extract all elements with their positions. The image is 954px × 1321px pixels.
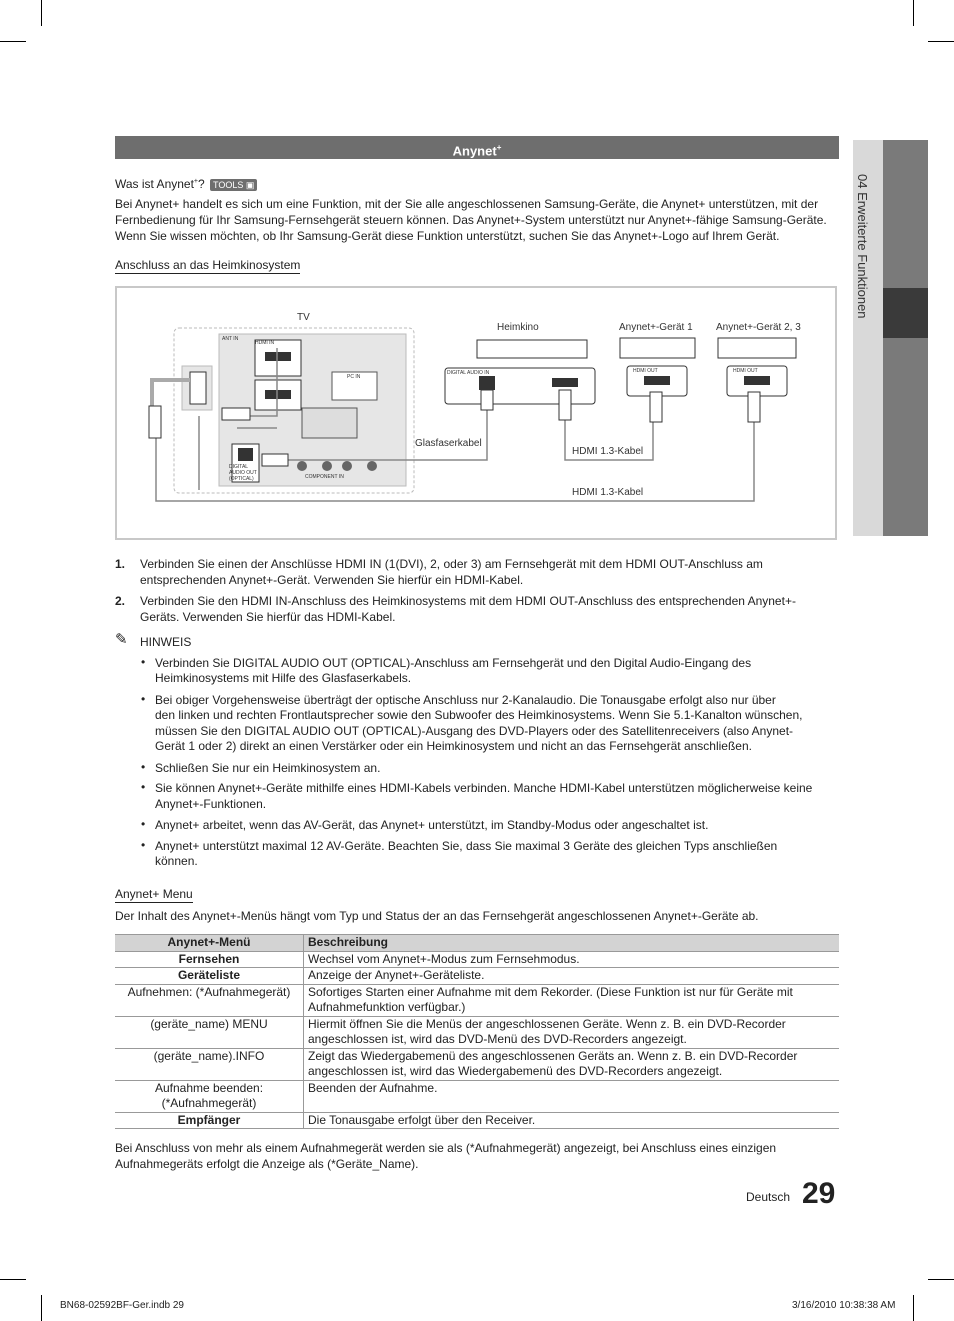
label-hdmi-cable-1: HDMI 1.3-Kabel [572, 446, 644, 457]
bullet: • [141, 780, 146, 794]
note-2-line-3: müssen Sie den DIGITAL AUDIO OUT (OPTICAL)-Ausgang des DVD-Players oder des Satellitenreceivers (also Anynet- [155, 724, 794, 738]
connection-heading [115, 258, 300, 274]
note-2-line-1: Bei obiger Vorgehensweise überträgt der optische Anschluss nur 2-Kanalaudio. Die Tonausgabe erfolgt also nur über [155, 693, 776, 707]
label-tv: TV [297, 312, 310, 323]
menu-heading-text: Anynet+ Menu [115, 887, 193, 901]
note-3-line-1: Schließen Sie nur ein Heimkinosystem an. [155, 761, 381, 775]
after-table-line-2: Aufnahmegeräts erfolgt die Anzeige als (*Geräte_Name). [115, 1157, 419, 1171]
label-port-digital-audio-in: DIGITAL AUDIO IN [447, 370, 490, 376]
tab-block [883, 338, 928, 536]
note-1-line-1: Verbinden Sie DIGITAL AUDIO OUT (OPTICAL)-Anschluss am Fernsehgerät und den Digital Audio-Eingang des [155, 656, 752, 670]
table-cell-menu: (geräte_name) MENU [115, 1016, 304, 1048]
component-jack [322, 461, 332, 471]
label-device-2-3: Anynet+-Gerät 2, 3 [716, 322, 801, 333]
anynet-menu-table [115, 934, 839, 1129]
intro-line-1: Bei Anynet+ handelt es sich um eine Funktion, mit der Sie alle angeschlossenen Samsung-Geräte, die Anynet+ unterstützen, mit der [115, 197, 819, 211]
chapter-label [855, 174, 881, 374]
component-jack [342, 461, 352, 471]
crop-mark [41, 1295, 42, 1321]
optical-socket [238, 448, 253, 461]
table-cell-description: Sofortiges Starten einer Aufnahme mit dem Rekorder. (Diese Funktion ist nur für Geräte mit Aufnahmefunktion verfügbar.) [304, 984, 840, 1016]
label-port-hdmi-in: HDMI IN [255, 340, 275, 346]
note-5-line-1: Anynet+ arbeitet, wenn das AV-Gerät, das Anynet+ unterstützt, im Standby-Modus oder angeschaltet ist. [155, 818, 709, 832]
crop-mark [928, 1279, 954, 1280]
table-cell-description: Hiermit öffnen Sie die Menüs der angeschlossenen Geräte. Wenn z. B. ein DVD-Recorder angeschlossen ist, wird das DVD-Menü des DVD-Recorders angezeigt. [304, 1016, 840, 1048]
bullet: • [141, 760, 146, 774]
bullet: • [141, 838, 146, 852]
tools-badge: TOOLS ▣ [210, 179, 257, 191]
table-cell-menu: Aufnehmen: (*Aufnahmegerät) [115, 984, 304, 1016]
bullet: • [141, 817, 146, 831]
hdmi-plug [559, 390, 571, 420]
label-port-digital-audio-out: DIGITAL AUDIO OUT (OPTICAL) [229, 464, 257, 482]
device-2-3 [718, 338, 796, 358]
note-6-line-2: können. [155, 854, 198, 868]
table-cell-menu: Geräteliste [115, 968, 304, 985]
hdmi-plug [748, 392, 760, 422]
component-jack [297, 461, 307, 471]
crop-mark [41, 0, 42, 26]
note-2-line-4: Gerät 1 oder 2) direkt an einen Verstärker oder ein Heimkinosystem und nicht an das Fernsehgerät anschließen. [155, 739, 752, 753]
connection-diagram [115, 286, 837, 540]
footer-timestamp: 3/16/2010 10:38:38 AM [792, 1300, 896, 1311]
note-6-line-1: Anynet+ unterstützt maximal 12 AV-Geräte. Beachten Sie, dass Sie maximal 3 Geräte des gleichen Typs anschließen [155, 839, 778, 853]
intro-heading: Was ist Anynet+? TOOLS ▣ [115, 177, 257, 193]
bullet: • [141, 655, 146, 669]
connection-heading-text: Anschluss an das Heimkinosystem [115, 258, 301, 272]
step-2-line-1: Verbinden Sie den HDMI IN-Anschluss des Heimkinosystems mit dem HDMI OUT-Anschluss des entsprechenden Anynet+- [140, 594, 796, 608]
label-port-hdmi-out-1: HDMI OUT [633, 368, 658, 374]
label-port-ant-in: ANT IN [222, 336, 239, 342]
label-heimkino: Heimkino [497, 322, 539, 333]
table-cell-description: Die Tonausgabe erfolgt über den Receiver. [304, 1112, 840, 1129]
heimkino-hdmi-socket [552, 378, 578, 387]
component-jack [367, 461, 377, 471]
table-cell-menu: Aufnahme beenden: (*Aufnahmegerät) [115, 1080, 304, 1112]
bullet: • [141, 692, 146, 706]
device-2-3-hdmi-socket [744, 376, 770, 385]
label-glasfaser: Glasfaserkabel [415, 438, 482, 449]
tab-block-active [883, 288, 928, 338]
section-title: Anynet [452, 143, 497, 159]
note-4-line-1: Sie können Anynet+-Geräte mithilfe eines HDMI-Kabels verbinden. Manche HDMI-Kabel unterstützen möglicherweise keine [155, 781, 813, 795]
scart-port [302, 408, 357, 438]
hdmi-socket [265, 352, 291, 361]
chapter-label-text: 04 Erweiterte Funktionen [855, 174, 870, 319]
table-cell-description: Anzeige der Anynet+-Geräteliste. [304, 968, 840, 985]
section-title-sup: + [496, 143, 502, 152]
optical-plug [262, 454, 288, 466]
table-row [115, 951, 839, 968]
language-label: Deutsch [746, 1190, 791, 1204]
step-1-line-1: Verbinden Sie einen der Anschlüsse HDMI IN (1(DVI), 2, oder 3) am Fernsehgerät mit dem HDMI OUT-Anschluss am [140, 557, 763, 571]
intro-heading-text: Was ist Anynet [115, 177, 194, 191]
intro-line-2: Fernbedienung für Ihr Samsung-Fernsehgerät steuern können. Das Anynet+-System unterstützt nur Anynet+-fähige Samsung-Geräte. [115, 213, 827, 227]
hdmi-side-port [190, 372, 206, 404]
menu-intro: Der Inhalt des Anynet+-Menüs hängt vom Typ und Status der an das Fernsehgerät angeschlossenen Anynet+-Geräte ab. [115, 909, 759, 923]
after-table-line-1: Bei Anschluss von mehr als einem Aufnahmegerät werden sie als (*Aufnahmegerät) angezeigt, bei Anschluss eines einzigen [115, 1141, 777, 1155]
table-cell-description: Beenden der Aufnahme. [304, 1080, 840, 1112]
crop-mark [928, 41, 954, 42]
hdmi-plug [149, 406, 161, 438]
device-1 [620, 338, 695, 358]
note-2-line-2: den linken und rechten Frontlautsprecher sowie den Subwoofer des Heimkinosystems. Wenn Sie 5.1-Kanalton wünschen, [155, 708, 803, 722]
table-header-description: Beschreibung [304, 935, 840, 952]
hdmi-plug [650, 392, 662, 422]
optical-plug [481, 390, 493, 410]
crop-mark [913, 0, 914, 26]
table-row [115, 1112, 839, 1129]
chapter-side-tab [853, 140, 928, 536]
step-number: 2. [115, 594, 126, 608]
intro-heading-q: ? [198, 177, 205, 191]
table-row [115, 1048, 839, 1080]
device-1-hdmi-socket [644, 376, 670, 385]
hdmi-socket [265, 390, 291, 399]
table-row [115, 1016, 839, 1048]
heimkino-device [477, 340, 587, 358]
table-cell-menu: Empfänger [115, 1112, 304, 1129]
optical-plug [222, 408, 250, 420]
table-row [115, 984, 839, 1016]
intro-line-3: Wenn Sie wissen möchten, ob Ihr Samsung-Gerät diese Funktion unterstützt, suchen Sie das Anynet+-Logo auf Ihrem Gerät. [115, 229, 780, 243]
step-number: 1. [115, 557, 126, 571]
note-1-line-2: Heimkinosystems mit Hilfe des Glasfaserkabels. [155, 671, 412, 685]
table-row [115, 968, 839, 985]
label-hdmi-cable-2: HDMI 1.3-Kabel [572, 487, 644, 498]
table-row [115, 1080, 839, 1112]
footer-file: BN68-02592BF-Ger.indb 29 [60, 1300, 184, 1311]
label-port-component-in: COMPONENT IN [305, 474, 344, 480]
table-cell-description: Wechsel vom Anynet+-Modus zum Fernsehmodus. [304, 951, 840, 968]
crop-mark [0, 41, 26, 42]
tab-block [883, 140, 928, 288]
label-port-pc-in: PC IN [347, 374, 361, 380]
crop-mark [913, 1295, 914, 1321]
pencil-icon: ✎ [115, 631, 128, 648]
table-header-row [115, 935, 839, 952]
hinweis-label: HINWEIS [140, 635, 192, 649]
menu-heading [115, 887, 193, 903]
label-port-hdmi-out-2: HDMI OUT [733, 368, 758, 374]
section-title-bar [115, 136, 839, 159]
heimkino-optical-socket [479, 376, 495, 390]
step-2-line-2: Geräts. Verwenden Sie hierfür das HDMI-Kabel. [140, 610, 396, 624]
table-cell-menu: (geräte_name).INFO [115, 1048, 304, 1080]
crop-mark [0, 1279, 26, 1280]
table-cell-description: Zeigt das Wiedergabemenü des angeschlossenen Geräts an. Wenn z. B. ein DVD-Recorder angeschlossen ist, wird das Wiedergabemenü des DVD-Recorders angezeigt. [304, 1048, 840, 1080]
tools-badge-label: TOOLS [213, 180, 244, 190]
step-1-line-2: entsprechenden Anynet+-Gerät. Verwenden Sie hierfür ein HDMI-Kabel. [140, 573, 524, 587]
label-device-1: Anynet+-Gerät 1 [619, 322, 693, 333]
page-number: 29 [802, 1177, 836, 1210]
note-4-line-2: Anynet+-Funktionen. [155, 797, 267, 811]
table-header-menu: Anynet+-Menü [115, 935, 304, 952]
table-cell-menu: Fernsehen [115, 951, 304, 968]
